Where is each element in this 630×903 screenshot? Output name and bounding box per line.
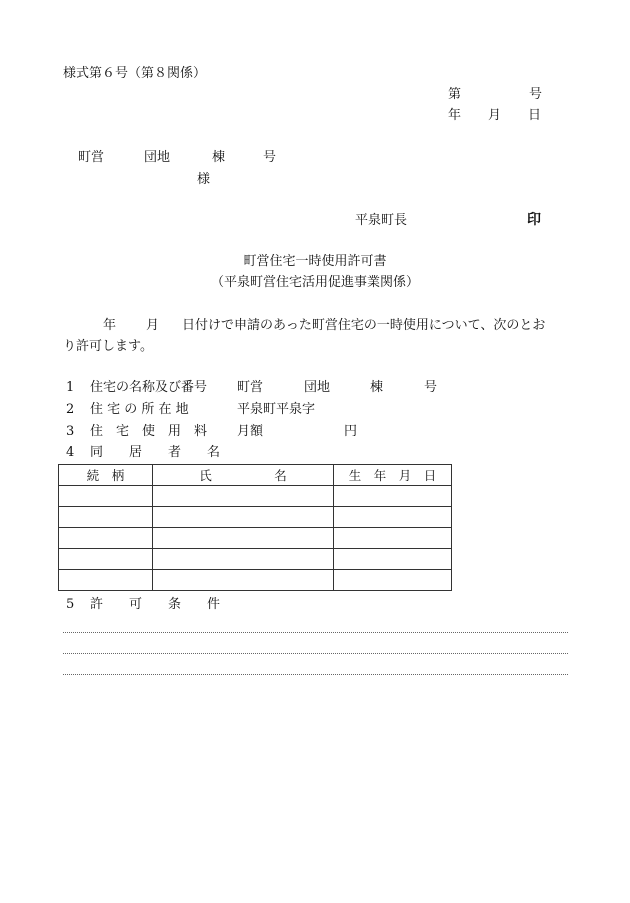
document-title: 町営住宅一時使用許可書 [243,254,387,269]
issuer: 平泉町長 [355,213,408,228]
date-year: 年 [448,108,462,123]
form-label: 様式第６号（第８関係） [63,66,207,81]
cell-birthdate[interactable] [334,486,452,507]
item-1-choei: 町営 [237,380,264,395]
address-go: 号 [263,150,277,165]
address-danchi: 団地 [144,150,171,165]
cell-birthdate[interactable] [334,570,452,591]
addressee-sama: 様 [197,172,211,187]
item-5-num: 5 [66,597,75,612]
table-row [59,528,452,549]
cell-name[interactable] [153,528,334,549]
table-row [59,486,452,507]
item-2-num: 2 [66,402,75,417]
cell-relation[interactable] [59,507,153,528]
number-dai: 第 [448,87,462,102]
item-3-label: 住 宅 使 用 料 [90,424,208,439]
item-3-value: 月額 [237,424,264,439]
cell-name[interactable] [153,486,334,507]
header-birthdate: 生 年 月 日 [334,465,452,486]
body-year: 年 [103,318,117,333]
dotted-line[interactable] [63,653,568,654]
item-4-num: 4 [66,445,75,460]
body-month: 月 [146,318,160,333]
cell-birthdate[interactable] [334,549,452,570]
cell-birthdate[interactable] [334,507,452,528]
item-1-mune: 棟 [370,380,384,395]
number-go: 号 [529,87,543,102]
table-row [59,570,452,591]
body-line2: り許可します。 [63,339,153,354]
item-2-value: 平泉町平泉字 [237,402,316,417]
item-3-unit: 円 [344,424,358,439]
cell-relation[interactable] [59,528,153,549]
table-row [59,549,452,570]
address-mune: 棟 [212,150,226,165]
document-subtitle: （平泉町営住宅活用促進事業関係） [210,275,419,290]
item-1-num: 1 [66,380,75,395]
cell-birthdate[interactable] [334,528,452,549]
date-month: 月 [488,108,502,123]
dotted-line[interactable] [63,632,568,633]
item-5-label: 許 可 条 件 [90,597,221,612]
dotted-line[interactable] [63,674,568,675]
table-row [59,507,452,528]
item-1-go: 号 [424,380,438,395]
item-4-label: 同 居 者 名 [90,445,221,460]
item-2-label: 住 宅 の 所 在 地 [90,402,189,417]
item-1-danchi: 団地 [304,380,331,395]
seal-mark: 印 [527,212,541,228]
date-day: 日 [528,108,542,123]
cell-relation[interactable] [59,570,153,591]
residents-table [58,464,452,591]
header-relation: 続 柄 [59,465,153,486]
cell-name[interactable] [153,507,334,528]
item-3-num: 3 [66,424,75,439]
cell-name[interactable] [153,570,334,591]
cell-name[interactable] [153,549,334,570]
body-line1: 日付けで申請のあった町営住宅の一時使用について、次のとお [182,318,546,333]
cell-relation[interactable] [59,486,153,507]
cell-relation[interactable] [59,549,153,570]
item-1-label: 住宅の名称及び番号 [90,380,208,395]
table-header-row [59,465,452,486]
address-choei: 町営 [78,150,105,165]
header-name: 氏 名 [153,465,334,486]
